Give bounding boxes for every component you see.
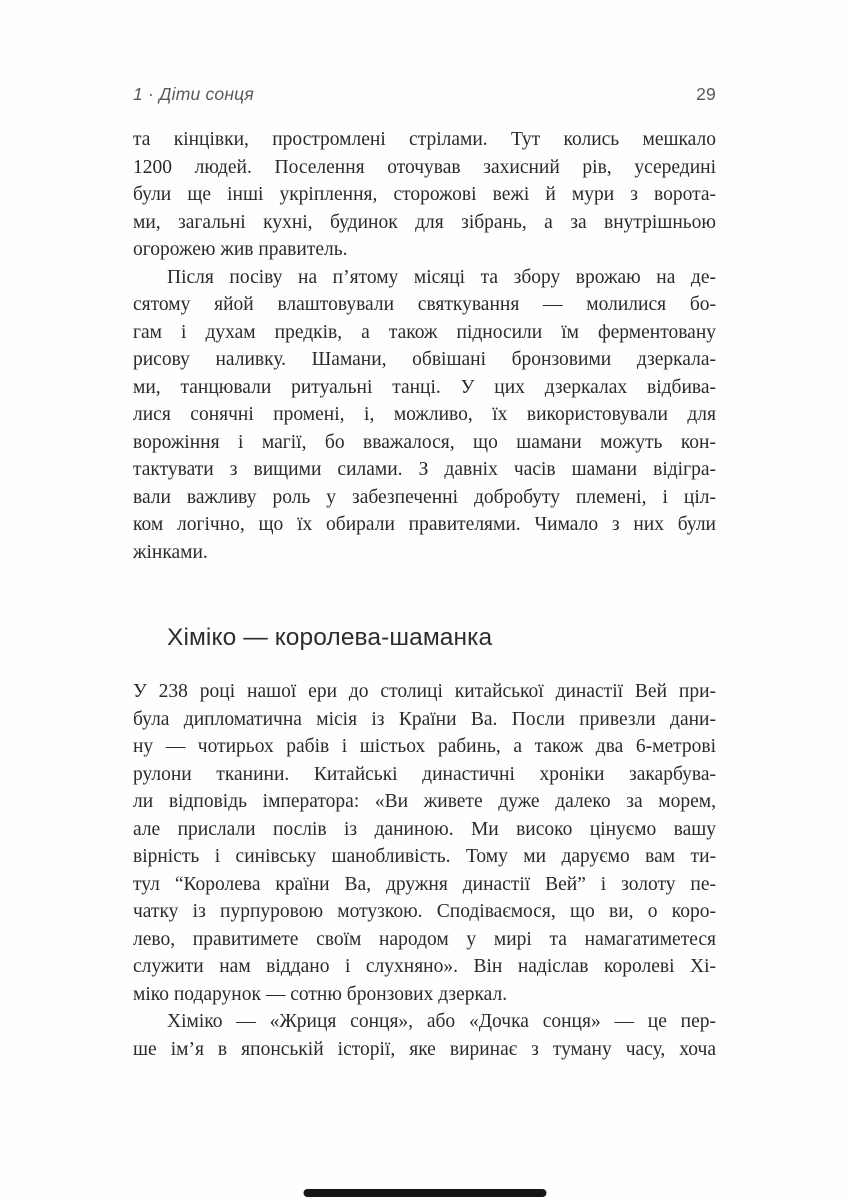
paragraph: [133, 1008, 716, 1063]
text-line: лево, правитимете своїм народом у мирі та намагатиметеся: [133, 928, 716, 950]
text-line: тактувати з вищими силами. З давніх часів шамани відігра-: [133, 459, 716, 480]
text-line: рисову наливку. Шамани, обвішані бронзовими дзеркала-: [133, 349, 716, 370]
text-line: огорожею жив правитель.: [133, 239, 348, 260]
text-block: [133, 126, 716, 1063]
text-line: ли відповідь імператора: «Ви живете дуже далеко за морем,: [133, 791, 716, 812]
text-line: була дипломатична місія із Країни Ва. Посли привезли дани-: [133, 708, 716, 730]
running-header: [133, 84, 716, 105]
text-line: сятому яйой влаштовували святкування — молилися бо-: [133, 294, 716, 315]
text-line: чатку із пурпуровою мотузкою. Сподіваємося, що ви, о коро-: [133, 901, 716, 922]
text-line: гам і духам предків, а також підносили їм ферментовану: [133, 321, 716, 343]
text-line: рулони тканини. Китайські династичні хроніки закарбува-: [133, 763, 716, 785]
paragraph: [133, 678, 716, 1008]
section-heading: Хіміко — королева-шаманка: [167, 624, 493, 651]
text-line: ворожіння і магії, бо вважалося, що шамани можуть кон-: [133, 431, 716, 453]
text-line: міко подарунок — сотню бронзових дзеркал.: [133, 983, 508, 1005]
text-line: вали важливу роль у забезпеченні добробуту племені, і ціл-: [133, 486, 716, 508]
paragraph: [133, 264, 716, 567]
home-indicator[interactable]: [303, 1189, 546, 1197]
text-line: Хіміко — «Жриця сонця», або «Дочка сонця» — це пер-: [167, 1011, 716, 1032]
text-line: тул “Королева країни Ва, дружня династії Вей” і золоту пе-: [133, 873, 716, 895]
text-line: ше ім’я в японській історії, яке виринає з туману часу, хоча: [133, 1038, 716, 1060]
page-number: 29: [696, 84, 716, 104]
paragraph: [133, 126, 716, 264]
text-line: жінками.: [133, 541, 208, 563]
text-line: ком логічно, що їх обирали правителями. Чимало з них були: [133, 514, 716, 535]
text-line: У 238 році нашої ери до столиці китайської династії Вей при-: [133, 681, 716, 702]
text-line: ми, загальні кухні, будинок для зібрань, а за внутрішньою: [133, 211, 716, 233]
text-line: ну — чотирьох рабів і шістьох рабинь, а також два 6-метрові: [133, 736, 716, 757]
text-line: служити нам віддано і слухняно». Він надіслав королеві Хі-: [133, 956, 716, 977]
text-line: та кінцівки, простромлені стрілами. Тут колись мешкало: [133, 129, 716, 150]
text-line: вірність і синівську шанобливість. Тому ми даруємо вам ти-: [133, 846, 716, 867]
chapter-label: 1 · Діти сонця: [133, 84, 254, 104]
text-line: 1200 людей. Поселення оточував захисний рів, усередині: [133, 156, 716, 178]
text-line: ми, танцювали ритуальні танці. У цих дзеркалах відбива-: [133, 376, 716, 398]
text-line: Після посіву на п’ятому місяці та збору врожаю на де-: [167, 266, 716, 288]
text-line: лися сонячні промені, і, можливо, їх використовували для: [133, 404, 716, 425]
text-line: але прислали послів із даниною. Ми високо цінуємо вашу: [133, 818, 716, 840]
text-line: були ще інші укріплення, сторожові вежі й мури з ворота-: [133, 184, 716, 205]
